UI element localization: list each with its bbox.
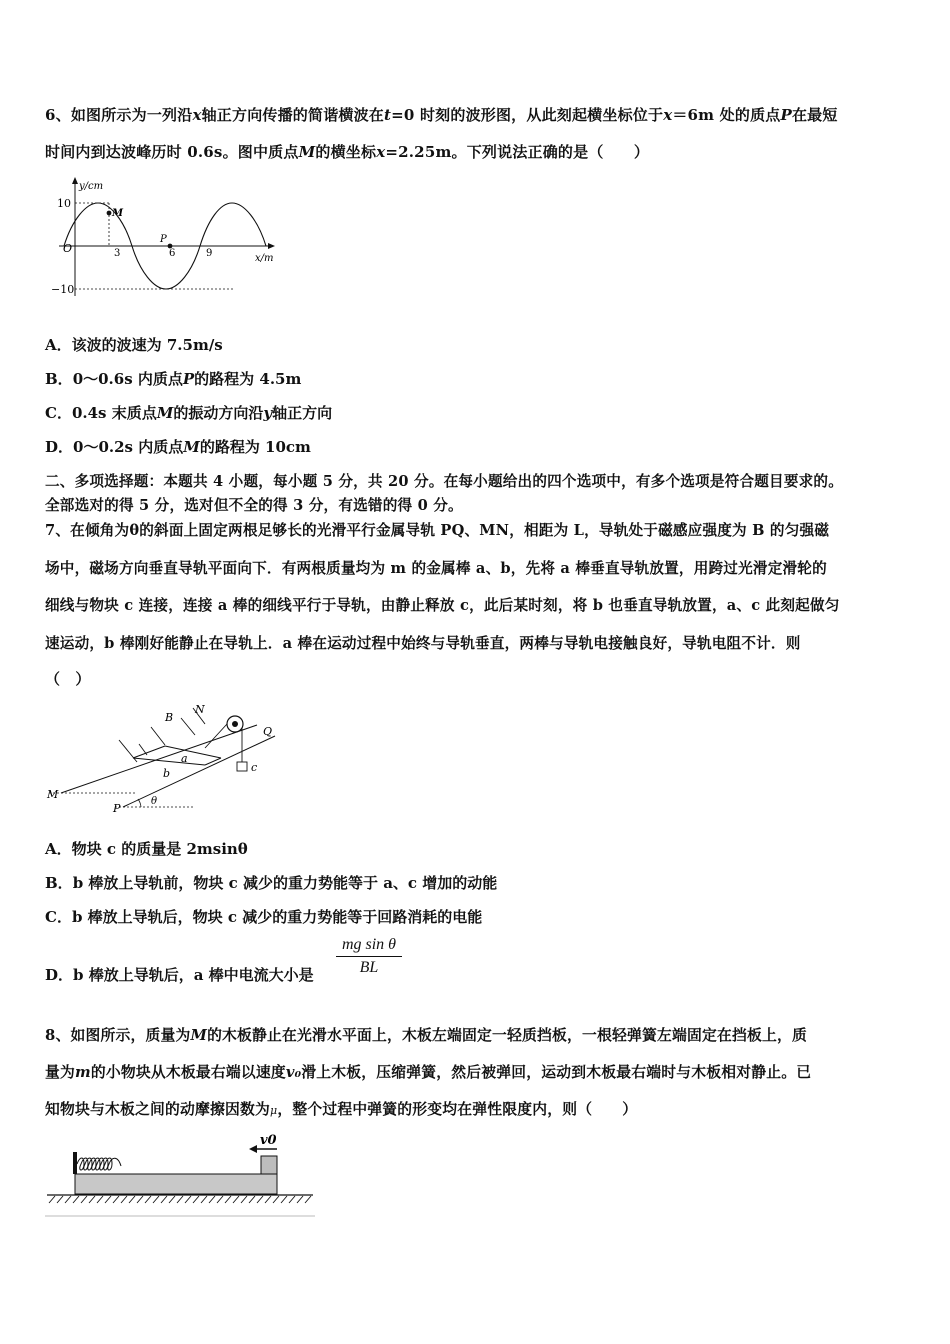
section2-line1: 二、多项选择题：本题共 4 小题，每小题 5 分，共 20 分。在每小题给出的四个选项中，有多个选项是符合题目要求的。 xyxy=(45,473,843,490)
section2-line2: 全部选对的得 5 分，选对但不全的得 3 分，有选错的得 0 分。 xyxy=(45,497,463,514)
q8-board-figure xyxy=(45,1128,317,1220)
q8-stem-line2: 量为m的小物块从木板最右端以速度v₀滑上木板，压缩弹簧，然后被弹回，运动到木板最右端时与木板相对静止。已 xyxy=(45,1064,812,1081)
q6-wave-figure xyxy=(45,172,285,302)
y-tick-10: 10 xyxy=(57,197,71,210)
origin-label: O xyxy=(63,242,73,255)
q7-option-a[interactable]: A．物块 c 的质量是 2msinθ xyxy=(45,840,248,858)
label-B: B xyxy=(165,711,174,724)
q7-stem-line5: （ ） xyxy=(45,670,91,688)
x-tick-9: 9 xyxy=(206,248,213,259)
q7-option-c[interactable]: C．b 棒放上导轨后，物块 c 减少的重力势能等于回路消耗的电能 xyxy=(45,908,483,926)
label-M: M xyxy=(112,208,124,219)
q7-option-b[interactable]: B．b 棒放上导轨前，物块 c 减少的重力势能等于 a、c 增加的动能 xyxy=(45,874,498,892)
q6-option-d[interactable]: D．0～0.2s 内质点M的路程为 10cm xyxy=(45,438,311,456)
point-M xyxy=(107,211,112,216)
label-N: N xyxy=(195,703,205,716)
label-v0: v0 xyxy=(260,1133,277,1148)
label-c: c xyxy=(251,761,258,774)
q7-stem-line3: 细线与物块 c 连接，连接 a 棒的细线平行于导轨，由静止释放 c，此后某时刻，将 b 也垂直导轨放置，a、c 此刻起做匀 xyxy=(45,597,840,614)
q7-stem-line2: 场中，磁场方向垂直导轨平面向下．有两根质量均为 m 的金属棒 a、b，先将 a 棒垂直导轨放置，用跨过光滑定滑轮的 xyxy=(45,560,827,577)
label-b: b xyxy=(163,767,171,780)
x-tick-3: 3 xyxy=(114,248,121,259)
q6-option-b[interactable]: B．0～0.6s 内质点P的路程为 4.5m xyxy=(45,370,302,388)
label-M: M xyxy=(47,788,59,801)
label-a: a xyxy=(181,752,188,765)
q8-stem-line3: 知物块与木板之间的动摩擦因数为μ，整个过程中弹簧的形变均在弹性限度内，则（ ） xyxy=(45,1101,638,1118)
x-tick-6: 6 xyxy=(169,248,176,259)
q7-rails-figure xyxy=(45,700,285,818)
label-P: P xyxy=(160,234,167,245)
q6-option-a[interactable]: A．该波的波速为 7.5m/s xyxy=(45,336,223,354)
fraction-denominator: BL xyxy=(359,959,379,976)
q7-stem-line4: 速运动，b 棒刚好能静止在导轨上．a 棒在运动过程中始终与导轨垂直，两棒与导轨电接触良好，导轨电阻不计．则 xyxy=(45,635,801,652)
q6-stem-line2: 时间内到达波峰历时 0.6s。图中质点M的横坐标x=2.25m。下列说法正确的是（ ） xyxy=(45,143,650,161)
q7-option-d[interactable]: D．b 棒放上导轨后，a 棒中电流大小是 xyxy=(45,966,314,984)
label-theta: θ xyxy=(151,796,158,807)
q6-stem-line1: 6、如图所示为一列沿x轴正方向传播的简谐横波在t=0 时刻的波形图，从此刻起横坐标位于x＝6m 处的质点P在最短 xyxy=(45,106,838,124)
x-axis-label: x/m xyxy=(255,253,274,264)
q6-option-c[interactable]: C．0.4s 末质点M的振动方向沿y轴正方向 xyxy=(45,404,333,422)
y-tick-minus10: −10 xyxy=(51,283,75,296)
q8-stem-line1: 8、如图所示，质量为M的木板静止在光滑水平面上，木板左端固定一轻质挡板，一根轻弹簧左端固定在挡板上，质 xyxy=(45,1027,807,1044)
y-axis-label: y/cm xyxy=(79,181,104,192)
label-Q: Q xyxy=(263,725,273,738)
q7-stem-line1: 7、在倾角为θ的斜面上固定两根足够长的光滑平行金属导轨 PQ、MN，相距为 L，导轨处于磁感应强度为 B 的匀强磁 xyxy=(45,522,830,539)
fraction-numerator: mg sin θ xyxy=(336,936,402,957)
q7-option-d-fraction xyxy=(336,936,402,977)
label-P: P xyxy=(113,802,121,815)
